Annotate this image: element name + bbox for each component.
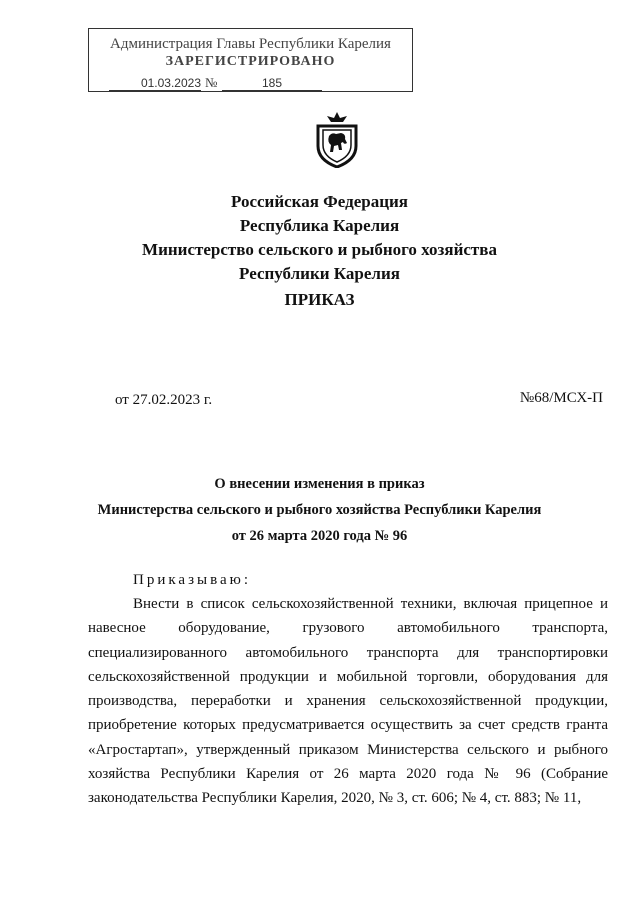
- subject-line-3: от 26 марта 2020 года № 96: [231, 528, 408, 544]
- stamp-authority: Администрация Главы Республики Карелия: [110, 36, 391, 52]
- karelia-coat-of-arms-icon: [314, 112, 360, 168]
- header-ministry: Министерство сельского и рыбного хозяйства: [142, 240, 497, 259]
- subject-line-2: Министерства сельского и рыбного хозяйства Республики Карелия: [97, 502, 542, 518]
- body-paragraph: Внести в список сельскохозяйственной техники, включая прицепное и навесное оборудование, грузового автомобильного транспорта, специализированного автомобильного транспорта для транспортировки сельскохозяйственной продукции и мобильной торговли, оборудования для производства, переработки и хранения сельскохозяйственной продукции, приобретение которых предусматривается осуществить за счет средств гранта «Агростартап», утвержденный приказом Министерства сельского и рыбного хозяйства Республики Карелия от 26 марта 2020 года № 96 (Собрание законодательства Республики Карелия, 2020, № 3, ст. 606; № 4, ст. 883; № 11,: [88, 596, 608, 807]
- subject-line-1: О внесении изменения в приказ: [214, 476, 425, 492]
- registration-stamp: [88, 28, 413, 92]
- header-ministry-republic: Республики Карелия: [239, 264, 400, 283]
- stamp-number: 185: [222, 76, 322, 91]
- header-country: Российская Федерация: [231, 192, 408, 211]
- stamp-date: 01.03.2023: [109, 76, 201, 91]
- stamp-number-label: №: [205, 75, 218, 90]
- document-header: [0, 190, 639, 286]
- order-subject: [0, 471, 639, 549]
- document-type-title: ПРИКАЗ: [284, 290, 355, 309]
- stamp-registered-label: ЗАРЕГИСТРИРОВАНО: [165, 54, 336, 69]
- order-date: от 27.02.2023 г.: [115, 392, 213, 408]
- decree-label: Приказываю:: [133, 572, 251, 588]
- order-number: №68/МСХ-П: [519, 390, 603, 406]
- header-republic: Республика Карелия: [239, 216, 400, 235]
